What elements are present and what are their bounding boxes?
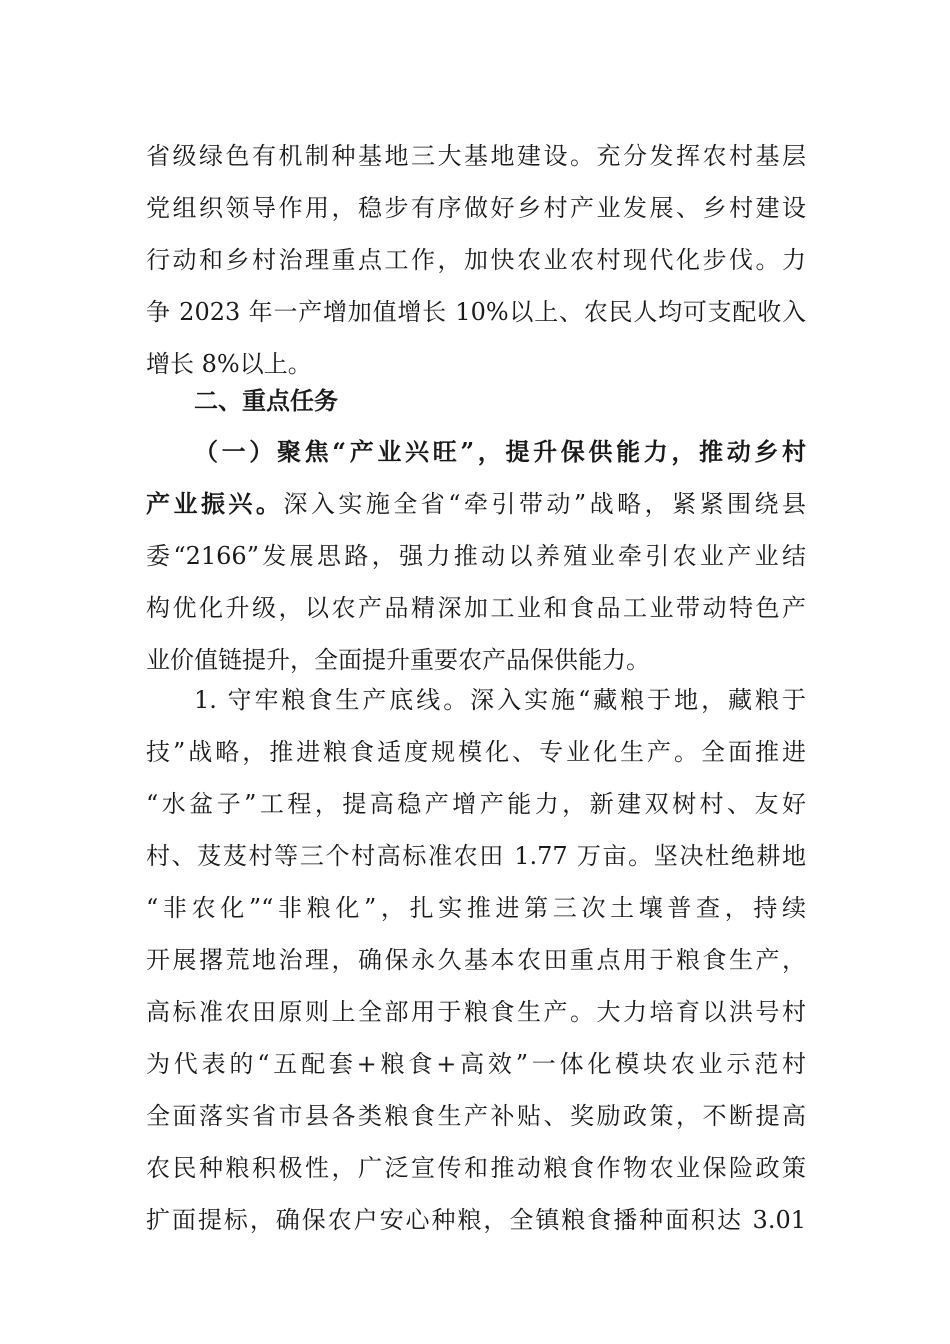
paragraph-line: 业价值链提升，全面提升重要农产品保供能力。	[146, 646, 650, 674]
paragraph-line: “水盆子”工程，提高稳产增产能力，新建双树村、友好	[146, 790, 806, 818]
paragraph-line: 构优化升级，以农产品精深加工业和食品工业带动特色产	[146, 594, 806, 622]
paragraph-line: 开展撂荒地治理，确保永久基本农田重点用于粮食生产，	[146, 946, 806, 974]
item-heading-line: 1. 守牢粮食生产底线。深入实施“藏粮于地，藏粮于	[194, 686, 806, 714]
paragraph-line: 行动和乡村治理重点工作，加快农业农村现代化步伐。力	[146, 246, 806, 274]
paragraph-line: 全面落实省市县各类粮食生产补贴、奖励政策，不断提高	[146, 1102, 806, 1130]
paragraph-line: 增长 8%以上。	[146, 350, 312, 378]
paragraph-line: “非农化”“非粮化”，扎实推进第三次土壤普查，持续	[146, 894, 806, 922]
paragraph-line: 高标准农田原则上全部用于粮食生产。大力培育以洪号村	[146, 998, 806, 1026]
paragraph-line: 争 2023 年一产增加值增长 10%以上、农民人均可支配收入	[146, 298, 806, 326]
paragraph-line: 村、芨芨村等三个村高标准农田 1.77 万亩。坚决杜绝耕地	[146, 842, 806, 870]
paragraph-line: 委“2166”发展思路，强力推动以养殖业牵引农业产业结	[146, 542, 806, 570]
paragraph-line: 技”战略，推进粮食适度规模化、专业化生产。全面推进	[146, 738, 806, 766]
subsection-heading-end: 产业振兴。	[146, 489, 284, 518]
paragraph-line: 省级绿色有机制种基地三大基地建设。充分发挥农村基层	[146, 142, 806, 170]
paragraph-line: 为代表的“五配套+粮食+高效”一体化模块农业示范村	[146, 1050, 806, 1078]
paragraph-line	[146, 478, 806, 530]
paragraph-line: 党组织领导作用，稳步有序做好乡村产业发展、乡村建设	[146, 194, 806, 222]
paragraph-text: 深入实施全省“牵引带动”战略，紧紧围绕县	[283, 490, 806, 518]
paragraph-line: 扩面提标，确保农户安心种粮，全镇粮食播种面积达 3.01	[146, 1206, 806, 1234]
section-heading: 二、重点任务	[194, 387, 338, 415]
paragraph-line: 农民种粮积极性，广泛宣传和推动粮食作物农业保险政策	[146, 1154, 806, 1182]
subsection-heading: （一）聚焦“产业兴旺”，提升保供能力，推动乡村	[194, 437, 806, 466]
